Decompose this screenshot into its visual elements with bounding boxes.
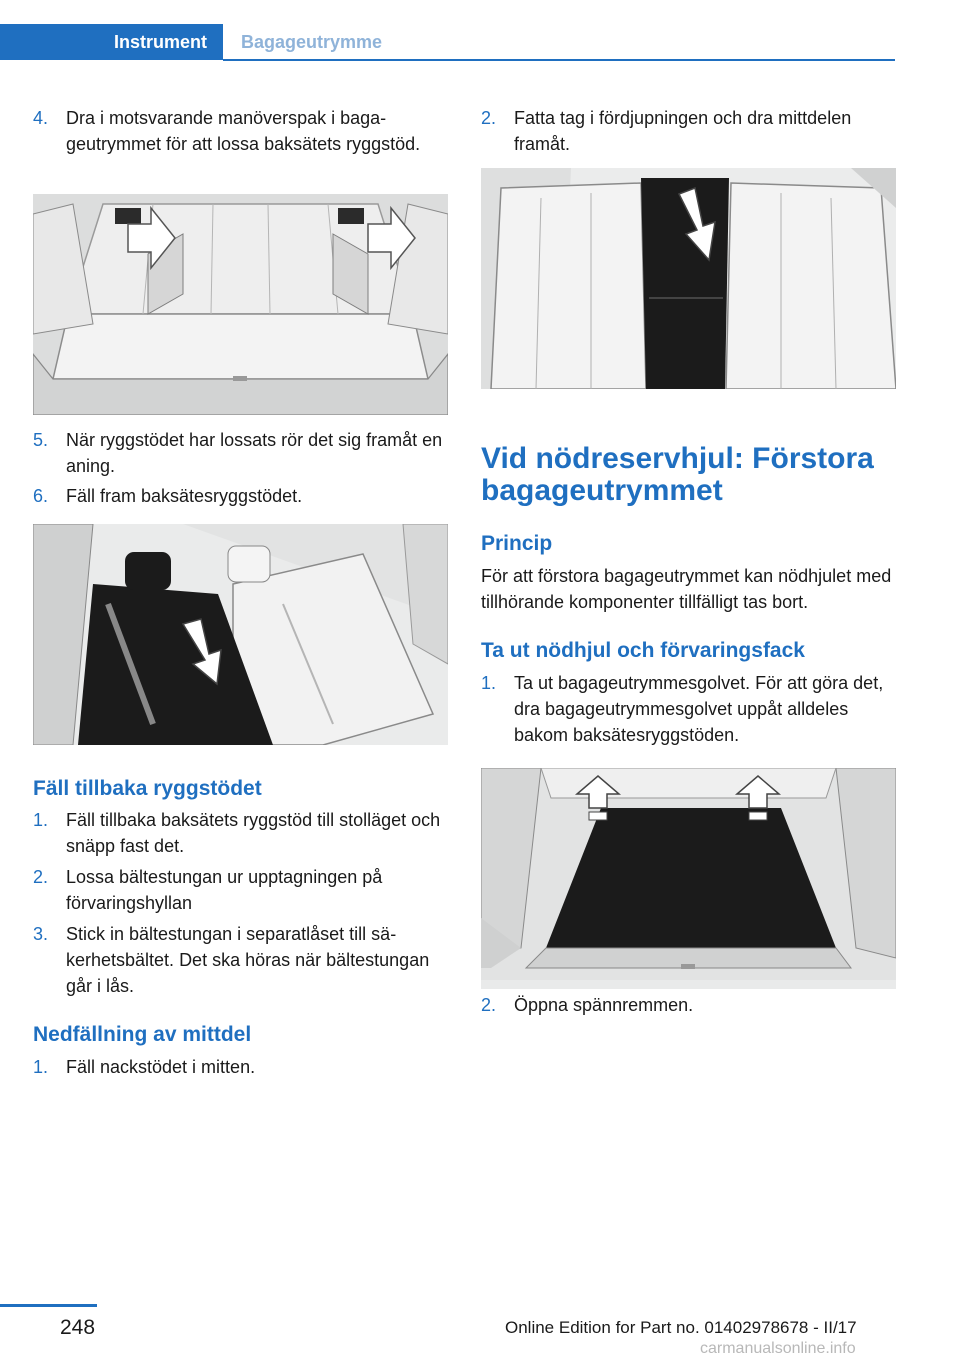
step-number: 3. [33, 924, 49, 944]
remove-title: Ta ut nödhjul och förvaringsfack [481, 639, 805, 662]
watermark: carmanualsonline.info [700, 1340, 856, 1357]
step-text: Fäll nackstödet i mitten. [66, 1057, 256, 1077]
principle-title: Princip [481, 532, 553, 555]
section-fold-back-title: Fäll tillbaka ryggstödet [33, 777, 262, 800]
step-number: 2. [33, 867, 49, 887]
step-text: När ryggstödet har lossats rör det sig framåt en aning. [66, 430, 443, 476]
footer-rule [0, 1304, 97, 1307]
step-number: 4. [33, 108, 49, 128]
step-number: 1. [33, 810, 49, 830]
step-number: 5. [33, 430, 49, 450]
trunk-release-lever-illustration [33, 194, 448, 415]
step-text: Stick in bältestungan i separatlåset till säkerhetsbältet. Det ska höras när bältestungan går i lås. [66, 924, 430, 996]
step-number: 1. [33, 1057, 49, 1077]
edition-note: Online Edition for Part no. 01402978678 - II/17 [505, 1318, 857, 1337]
step-text: Dra i motsvarande manöverspak i bagageutrymmet för att lossa baksätets ryggstöd. [66, 108, 421, 154]
header-tabs [0, 24, 895, 62]
header-rule [223, 59, 895, 61]
step-number: 6. [33, 486, 49, 506]
step-text: Fäll fram baksätesryggstödet. [66, 486, 303, 506]
principle-text: För att förstora bagageutrymmet kan nödhjulet med tillhörande komponenter tillfälligt tas bort. [481, 566, 892, 612]
middle-section-illustration [481, 168, 896, 389]
step-text: Öppna spännremmen. [514, 995, 694, 1015]
step-number: 2. [481, 108, 497, 128]
tab-bagageutrymme[interactable]: Bagageutrymme [241, 32, 383, 52]
backrest-fold-illustration [33, 524, 448, 745]
step-text: Lossa bältestungan ur upptagningen på förvaringshyllan [66, 867, 383, 913]
step-number: 2. [481, 995, 497, 1015]
step-text: Fäll tillbaka baksätets ryggstöd till stolläget och snäpp fast det. [66, 810, 441, 856]
step-text: Ta ut bagageutrymmesgolvet. För att göra det, dra bagageutrymmesgolvet uppåt alldeles bakom baksätesryggstöden. [514, 673, 884, 745]
page-number: 248 [60, 1316, 96, 1339]
tab-instrument[interactable]: Instrument [0, 24, 223, 60]
step-text: Fatta tag i fördjupningen och dra mittdelen framåt. [514, 108, 852, 154]
step-number: 1. [481, 673, 497, 693]
section-heading: Vid nödreservhjul: Förstora bagageutrymmet [481, 442, 874, 507]
section-middle-title: Nedfällning av mittdel [33, 1023, 252, 1046]
trunk-floor-illustration [481, 768, 896, 989]
